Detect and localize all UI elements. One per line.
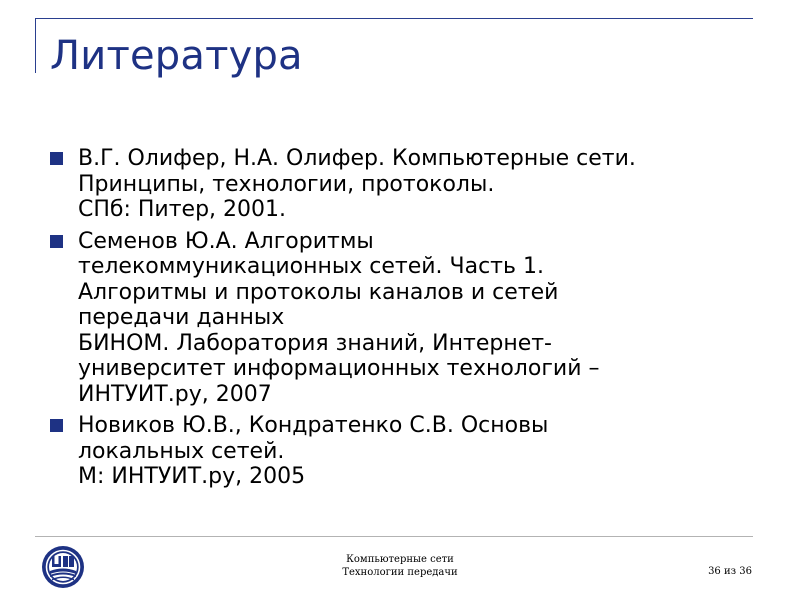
reference-line: локальных сетей. xyxy=(78,438,285,464)
reference-line: В.Г. Олифер, Н.А. Олифер. Компьютерные сети. xyxy=(78,146,636,171)
reference-line: БИНОМ. Лаборатория знаний, Интернет- xyxy=(78,330,552,356)
reference-line: передачи данных xyxy=(78,305,285,330)
title-frame-left-line xyxy=(35,18,36,73)
reference-line: М: ИНТУИТ.ру, 2005 xyxy=(78,464,306,489)
reference-line: Принципы, технологии, протоколы. xyxy=(78,171,495,197)
page-indicator: 36 из 36 xyxy=(708,566,752,577)
slide-title: Литература xyxy=(50,33,303,79)
reference-line: Семенов Ю.А. Алгоритмы xyxy=(78,228,374,254)
footer-caption xyxy=(280,553,520,579)
title-frame-top-line xyxy=(35,18,753,19)
university-logo-icon xyxy=(40,544,86,590)
reference-line: Новиков Ю.В., Кондратенко С.В. Основы xyxy=(78,413,549,438)
reference-item-1 xyxy=(48,146,768,223)
reference-line: телекоммуникационных сетей. Часть 1. xyxy=(78,254,544,279)
reference-line: ИНТУИТ.ру, 2007 xyxy=(78,381,272,407)
footer-divider xyxy=(35,536,753,537)
square-bullet-icon xyxy=(50,235,63,248)
reference-item-2 xyxy=(48,229,768,408)
footer-course-name: Компьютерные сети xyxy=(346,554,454,565)
reference-line: университет информационных технологий – xyxy=(78,356,600,381)
reference-item-3 xyxy=(48,413,768,490)
reference-list xyxy=(48,146,768,496)
square-bullet-icon xyxy=(50,152,63,165)
footer-topic-name: Технологии передачи xyxy=(342,567,458,578)
reference-line: СПб: Питер, 2001. xyxy=(78,197,287,222)
reference-line: Алгоритмы и протоколы каналов и сетей xyxy=(78,279,559,305)
square-bullet-icon xyxy=(50,419,63,432)
